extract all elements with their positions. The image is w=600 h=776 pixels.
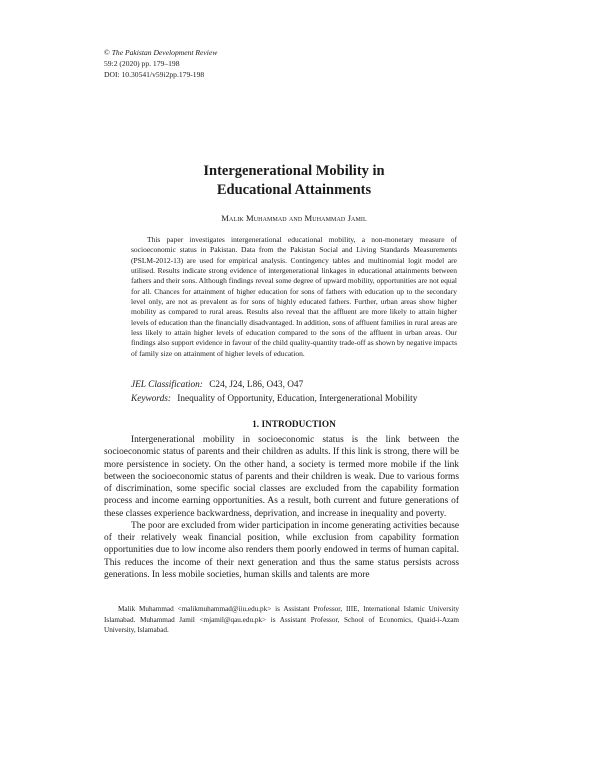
journal-doi: DOI: 10.30541/v59i2pp.179-198 — [104, 70, 205, 79]
paper-title — [104, 162, 484, 200]
jel-classification — [131, 380, 303, 390]
paragraph: The poor are excluded from wider participation in income generating activities because of their relatively weak financial position, while exclusion from capability formation opportunities due to low income also renders them poorly endowed in terms of human capital. This reduces the income of their next generation and thus the same status persists across generations. In less mobile societies, human skills and talents are more — [104, 520, 459, 580]
copyright-symbol: © — [104, 48, 110, 57]
section-heading: 1. INTRODUCTION — [252, 420, 336, 430]
title-line-2: Educational Attainments — [216, 182, 372, 198]
journal-name: The Pakistan Development Review — [111, 48, 218, 57]
journal-info — [104, 47, 217, 80]
paper-authors — [104, 213, 484, 223]
journal-volume-pages: 59:2 (2020) pp. 179–198 — [104, 59, 180, 68]
abstract: This paper investigates intergenerational educational mobility, a non-monetary measure of socioeconomic status in Pakistan. Data from the Pakistan Social and Living Standards Measurements (PSLM-2012-13) are used for empirical analysis. Contingency tables and multinomial logit model are utilised. Results indicate strong evidence of intergenerational linkages in educational attainments between fathers and their sons. Although findings reveal some degree of upward mobility, opportunities are not equal for all. Chances for attainment of higher education for sons of fathers with education up to the secondary level only, are not as prevalent as for sons of highly educated fathers. Further, urban areas show higher mobility as compared to rural areas. Results also reveal that the affluent are more likely to attain higher levels of education than the financially disadvantaged. In addition, sons of affluent families in rural areas are less likely to attain higher levels of education compared to the sons of the affluent in urban areas. Our findings also support evidence in favour of the child quality-quantity trade-off as shown by negative impacts of family size on attainment of higher levels of education. — [131, 235, 457, 358]
title-line-1: Intergenerational Mobility in — [203, 163, 385, 179]
jel-codes: C24, J24, L86, O43, O47 — [209, 380, 304, 390]
keywords — [131, 394, 417, 404]
authors-text: Malik Muhammad and Muhammad Jamil — [221, 213, 367, 223]
paragraph: Intergenerational mobility in socioeconomic status is the link between the socioeconomic status of parents and their children as adults. If this link is strong, there will be more persistence in society. On the other hand, a society is termed more mobile if the link between the socioeconomic status of parents and their children is weak. Due to various forms of discrimination, some specific social classes are excluded from the capability formation process and income earning opportunities. As a result, both current and future generations of these classes experience backwardness, deprivation, and increase in inequality and poverty. — [104, 435, 459, 519]
jel-label: JEL Classification: — [131, 380, 203, 390]
author-footnote: Malik Muhammad <malikmuhammad@iiu.edu.pk> is Assistant Professor, IIIE, International Islamic University Islamabad. Muhammad Jamil <mjamil@qau.edu.pk> is Assistant Professor, School of Economics, Quaid-i-Azam University, Islamabad. — [104, 605, 459, 634]
keywords-label: Keywords: — [131, 394, 171, 404]
keywords-list: Inequality of Opportunity, Education, Intergenerational Mobility — [177, 394, 418, 404]
journal-name-line — [104, 47, 217, 58]
body-text — [104, 434, 459, 581]
